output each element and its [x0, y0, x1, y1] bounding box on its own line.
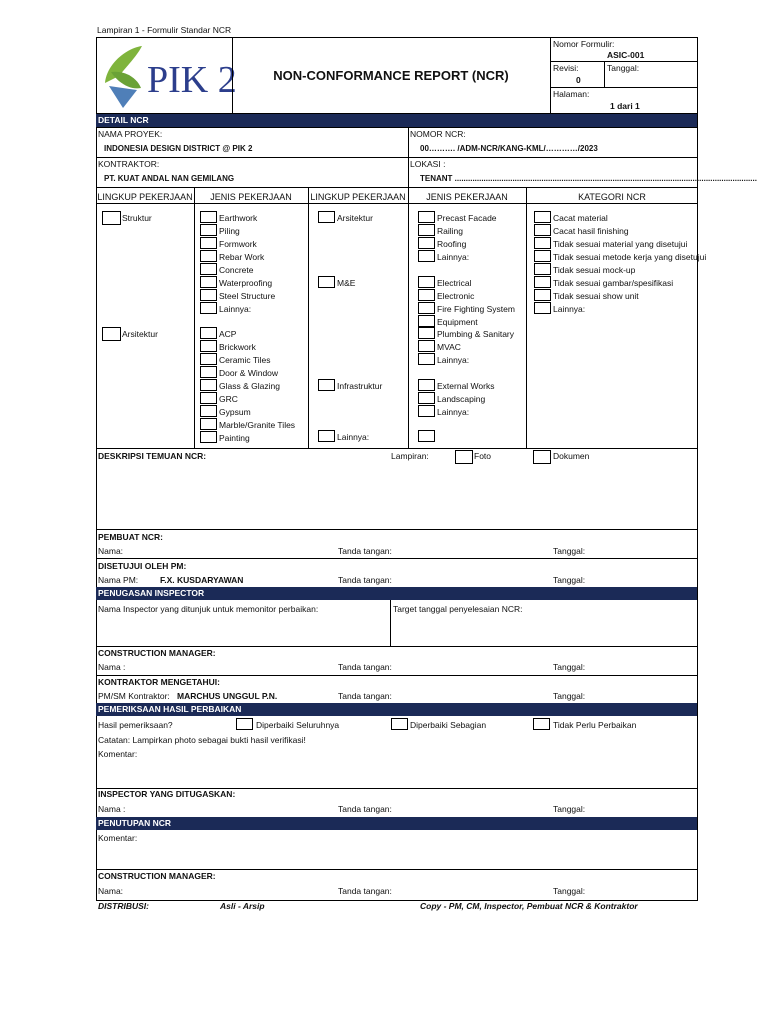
jenis1-item: Waterproofing — [219, 278, 273, 288]
target-tanggal-label: Target tanggal penyelesaian NCR: — [393, 604, 523, 614]
kategori-item: Lainnya: — [553, 304, 586, 314]
jenis1-checkbox[interactable] — [200, 211, 217, 223]
jenis1-item: Ceramic Tiles — [219, 355, 271, 365]
jenis2-checkbox[interactable] — [418, 250, 435, 262]
jenis2-item: Electrical — [437, 278, 472, 288]
jenis1-checkbox[interactable] — [200, 237, 217, 249]
jenis2-item: External Works — [437, 381, 495, 391]
top-note: Lampiran 1 - Formulir Standar NCR — [97, 25, 232, 35]
jenis1-checkbox[interactable] — [200, 379, 217, 391]
jenis2-item: MVAC — [437, 342, 461, 352]
kategori-item: Tidak sesuai show unit — [553, 291, 639, 301]
jenis2-item: Electronic — [437, 291, 475, 301]
deskripsi-label: DESKRIPSI TEMUAN NCR: — [98, 451, 207, 461]
kontraktor-value: PT. KUAT ANDAL NAN GEMILANG — [104, 174, 235, 183]
jenis1-item: Gypsum — [219, 407, 251, 417]
col-jenis-2: JENIS PEKERJAAN — [426, 192, 508, 202]
distribusi-copy: Copy - PM, CM, Inspector, Pembuat NCR & Kontraktor — [420, 901, 638, 911]
col-lingkup-2: LINGKUP PEKERJAAN — [310, 192, 406, 202]
jenis1-item: Piling — [219, 226, 240, 236]
opt-tidak-perlu-perbaikan: Tidak Perlu Perbaikan — [553, 720, 637, 730]
jenis2-item: Railing — [437, 226, 463, 236]
jenis2-checkbox[interactable] — [418, 224, 435, 236]
checkbox-lainnya-lingkup2[interactable] — [318, 430, 335, 442]
jenis1-checkbox[interactable] — [200, 263, 217, 275]
jenis1-checkbox[interactable] — [200, 392, 217, 404]
jenis1-checkbox[interactable] — [200, 418, 217, 430]
form-title: NON-CONFORMANCE REPORT (NCR) — [273, 68, 509, 83]
checkbox-jenis2-extra[interactable] — [418, 430, 435, 442]
jenis2-checkbox[interactable] — [418, 237, 435, 249]
kategori-checkbox[interactable] — [534, 302, 551, 314]
checkbox-infrastruktur[interactable] — [318, 379, 335, 391]
lingkup2-arsitektur: Arsitektur — [337, 213, 373, 223]
halaman-label: Halaman: — [553, 89, 590, 99]
tanggal-meta-label: Tanggal: — [607, 63, 640, 73]
jenis2-checkbox[interactable] — [418, 353, 435, 365]
jenis1-checkbox[interactable] — [200, 302, 217, 314]
pm-sm-value: MARCHUS UNGGUL P.N. — [177, 691, 278, 701]
komentar-penutupan-label: Komentar: — [98, 833, 138, 843]
jenis1-item: Steel Structure — [219, 291, 276, 301]
jenis1-checkbox[interactable] — [200, 250, 217, 262]
pembuat-tanda: Tanda tangan: — [338, 546, 392, 556]
pm-sm-label: PM/SM Kontraktor: — [98, 691, 170, 701]
jenis2-checkbox[interactable] — [418, 211, 435, 223]
nomor-formulir-value: ASIC-001 — [607, 50, 645, 60]
checkbox-diperbaiki-sebagian[interactable] — [391, 718, 408, 730]
jenis2-item: Equipment — [437, 317, 478, 327]
jenis2-checkbox[interactable] — [418, 405, 435, 417]
jenis2-item: Landscaping — [437, 394, 486, 404]
kontraktor-tanggal: Tanggal: — [553, 691, 586, 701]
logo-text: PIK 2 — [147, 59, 237, 101]
jenis1-item: Door & Window — [219, 368, 279, 378]
detail-ncr-header: DETAIL NCR — [96, 114, 697, 127]
jenis1-item: Painting — [219, 433, 250, 443]
cm2-nama: Nama: — [98, 886, 124, 896]
kategori-checkbox[interactable] — [534, 263, 551, 275]
col-lingkup-1: LINGKUP PEKERJAAN — [97, 192, 193, 202]
penutupan-header: PENUTUPAN NCR — [96, 817, 697, 830]
kategori-checkbox[interactable] — [534, 237, 551, 249]
logo — [97, 38, 237, 113]
nomor-ncr-value: 00………. /ADM-NCR/KANG-KML/…………/2023 — [420, 144, 598, 153]
jenis1-checkbox[interactable] — [200, 353, 217, 365]
jenis2-checkbox[interactable] — [418, 327, 435, 339]
kategori-item: Cacat hasil finishing — [553, 226, 629, 236]
catatan-label: Catatan: Lampirkan photo sebagai bukti hasil verifikasi! — [98, 735, 306, 745]
pemeriksaan-header: PEMERIKSAAN HASIL PERBAIKAN — [96, 703, 697, 716]
inspector-tanda: Tanda tangan: — [338, 804, 392, 814]
cm2-header: CONSTRUCTION MANAGER: — [98, 871, 216, 881]
checkbox-foto[interactable] — [455, 450, 473, 464]
jenis1-checkbox[interactable] — [200, 340, 217, 352]
jenis1-item: GRC — [219, 394, 238, 404]
jenis2-item: Roofing — [437, 239, 467, 249]
jenis1-checkbox[interactable] — [200, 431, 217, 443]
lingkup1-arsitektur: Arsitektur — [122, 329, 158, 339]
kategori-item: Cacat material — [553, 213, 608, 223]
kategori-checkbox[interactable] — [534, 211, 551, 223]
jenis2-item: Plumbing & Sanitary — [437, 329, 515, 339]
cm2-tanda: Tanda tangan: — [338, 886, 392, 896]
nama-inspector-label: Nama Inspector yang ditunjuk untuk memonitor perbaikan: — [98, 604, 319, 614]
halaman-value: 1 dari 1 — [610, 101, 640, 111]
pembuat-tanggal: Tanggal: — [553, 546, 586, 556]
jenis1-checkbox[interactable] — [200, 327, 217, 339]
lokasi-label: LOKASI : — [410, 159, 446, 169]
opt-diperbaiki-sebagian: Diperbaiki Sebagian — [410, 720, 487, 730]
penugasan-header: PENUGASAN INSPECTOR — [96, 587, 697, 600]
col-jenis-1: JENIS PEKERJAAN — [210, 192, 292, 202]
kategori-checkbox[interactable] — [534, 250, 551, 262]
jenis1-item: Glass & Glazing — [219, 381, 280, 391]
komentar-pemeriksaan-label: Komentar: — [98, 749, 138, 759]
lingkup2-lainnya: Lainnya: — [337, 432, 370, 442]
checkbox-struktur[interactable] — [102, 211, 121, 225]
jenis1-item: Formwork — [219, 239, 257, 249]
kategori-item: Tidak sesuai mock-up — [553, 265, 636, 275]
opt-diperbaiki-seluruhnya: Diperbaiki Seluruhnya — [256, 720, 340, 730]
jenis2-checkbox[interactable] — [418, 379, 435, 391]
kategori-item: Tidak sesuai gambar/spesifikasi — [553, 278, 674, 288]
cm1-tanda: Tanda tangan: — [338, 662, 392, 672]
nama-proyek-label: NAMA PROYEK: — [98, 129, 163, 139]
cm2-tanggal: Tanggal: — [553, 886, 586, 896]
nomor-ncr-label: NOMOR NCR: — [410, 129, 466, 139]
jenis2-item: Fire Fighting System — [437, 304, 515, 314]
inspector-nama: Nama : — [98, 804, 126, 814]
jenis1-checkbox[interactable] — [200, 289, 217, 301]
jenis1-checkbox[interactable] — [200, 405, 217, 417]
jenis2-item: Lainnya: — [437, 355, 470, 365]
disetujui-tanda: Tanda tangan: — [338, 575, 392, 585]
jenis2-checkbox[interactable] — [418, 276, 435, 288]
jenis2-checkbox[interactable] — [418, 340, 435, 352]
nomor-formulir-label: Nomor Formulir: — [553, 39, 615, 49]
jenis2-item: Precast Facade — [437, 213, 497, 223]
disetujui-tanggal: Tanggal: — [553, 575, 586, 585]
dokumen-label: Dokumen — [553, 451, 590, 461]
cm1-header: CONSTRUCTION MANAGER: — [98, 648, 216, 658]
lingkup2-me: M&E — [337, 278, 356, 288]
kategori-item: Tidak sesuai metode kerja yang disetujui — [553, 252, 707, 262]
foto-label: Foto — [474, 451, 492, 461]
jenis1-checkbox[interactable] — [200, 276, 217, 288]
checkbox-dokumen[interactable] — [533, 450, 551, 464]
checkbox-me[interactable] — [318, 276, 335, 288]
lokasi-value: TENANT ........................................................................................................................................ — [420, 174, 757, 183]
title-cell — [232, 38, 550, 113]
jenis1-item: Lainnya: — [219, 304, 252, 314]
revisi-value: 0 — [576, 75, 581, 85]
jenis1-item: Earthwork — [219, 213, 258, 223]
inspector-header: INSPECTOR YANG DITUGASKAN: — [98, 789, 236, 799]
jenis2-item: Lainnya: — [437, 407, 470, 417]
kategori-checkbox[interactable] — [534, 276, 551, 288]
hasil-pemeriksaan-label: Hasil pemeriksaan? — [98, 720, 173, 730]
jenis1-checkbox[interactable] — [200, 224, 217, 236]
jenis1-item: Marble/Granite Tiles — [219, 420, 296, 430]
jenis1-item: ACP — [219, 329, 237, 339]
jenis2-item: Lainnya: — [437, 252, 470, 262]
distribusi-asli: Asli - Arsip — [220, 901, 265, 911]
lingkup1-struktur: Struktur — [122, 213, 152, 223]
lingkup2-infrastruktur: Infrastruktur — [337, 381, 383, 391]
distribusi-label: DISTRIBUSI: — [98, 901, 149, 911]
jenis2-checkbox[interactable] — [418, 302, 435, 314]
checkbox-arsitektur-2[interactable] — [318, 211, 335, 223]
cm1-tanggal: Tanggal: — [553, 662, 586, 672]
jenis1-item: Concrete — [219, 265, 254, 275]
cm1-nama: Nama : — [98, 662, 126, 672]
kategori-checkbox[interactable] — [534, 224, 551, 236]
kategori-item: Tidak sesuai material yang disetujui — [553, 239, 688, 249]
lampiran-label: Lampiran: — [391, 451, 429, 461]
checkbox-arsitektur-1[interactable] — [102, 327, 121, 341]
revisi-label: Revisi: — [553, 63, 579, 73]
kategori-checkbox[interactable] — [534, 289, 551, 301]
inspector-tanggal: Tanggal: — [553, 804, 586, 814]
checkbox-tidak-perlu-perbaikan[interactable] — [533, 718, 550, 730]
logo-mark-icon — [97, 38, 237, 113]
jenis2-checkbox[interactable] — [418, 289, 435, 301]
kontraktor-tanda: Tanda tangan: — [338, 691, 392, 701]
col-kategori: KATEGORI NCR — [578, 192, 646, 202]
jenis2-checkbox[interactable] — [418, 315, 435, 327]
jenis1-item: Rebar Work — [219, 252, 265, 262]
jenis1-item: Brickwork — [219, 342, 256, 352]
nama-pm-value: F.X. KUSDARYAWAN — [160, 575, 244, 585]
pembuat-header: PEMBUAT NCR: — [98, 532, 164, 542]
nama-proyek-value: INDONESIA DESIGN DISTRICT @ PIK 2 — [104, 144, 253, 153]
jenis2-checkbox[interactable] — [418, 392, 435, 404]
deskripsi-area[interactable] — [97, 466, 697, 528]
disetujui-header: DISETUJUI OLEH PM: — [98, 561, 187, 571]
kontraktor-mengetahui-header: KONTRAKTOR MENGETAHUI: — [98, 677, 220, 687]
checkbox-diperbaiki-seluruhnya[interactable] — [236, 718, 253, 730]
kontraktor-label: KONTRAKTOR: — [98, 159, 160, 169]
pembuat-nama: Nama: — [98, 546, 124, 556]
jenis1-checkbox[interactable] — [200, 366, 217, 378]
nama-pm-label: Nama PM: — [98, 575, 139, 585]
